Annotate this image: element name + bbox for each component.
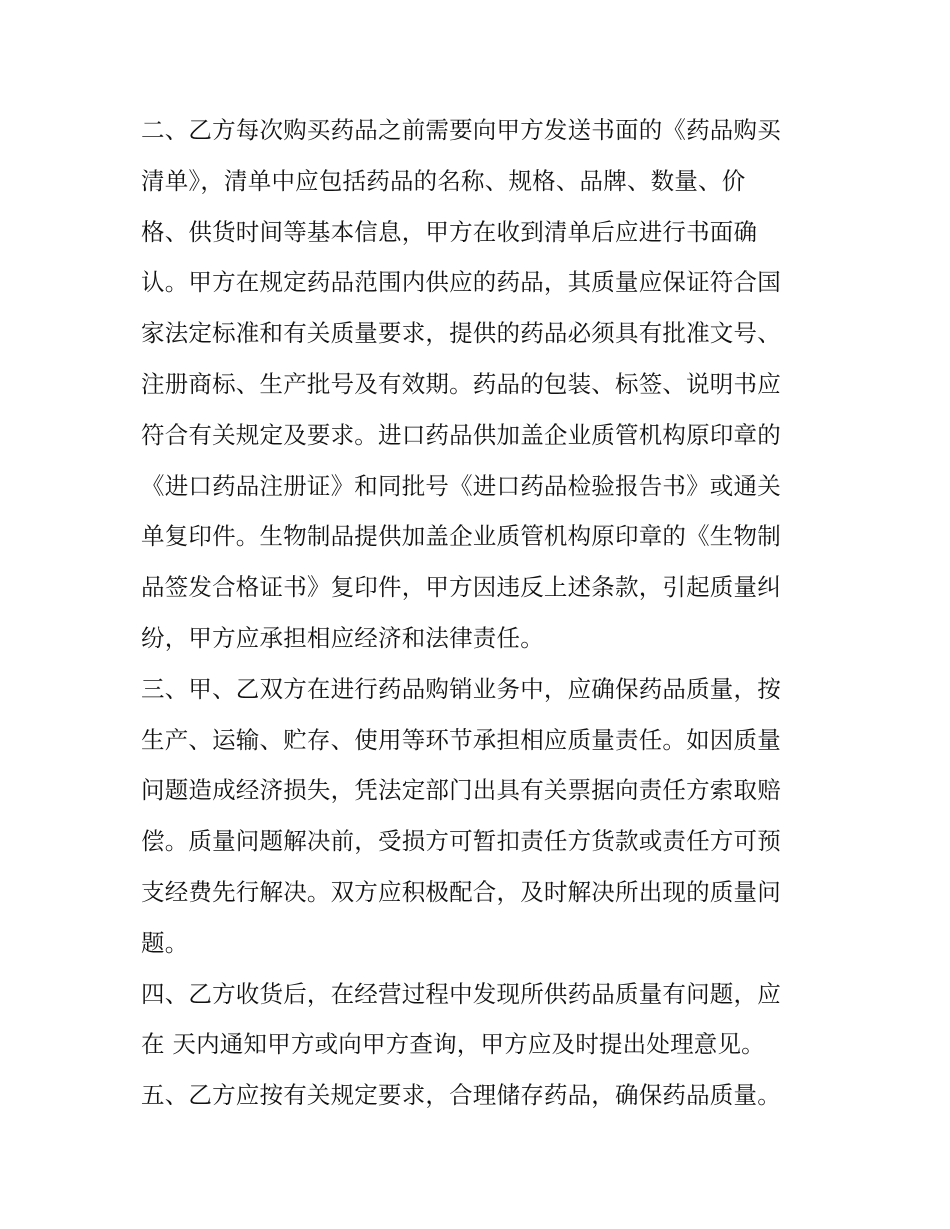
text-line: 五、乙方应按有关规定要求，合理储存药品，确保药品质量。 xyxy=(141,1081,781,1110)
text-line: 题。 xyxy=(141,928,189,957)
text-line: 品签发合格证书》复印件，甲方因违反上述条款，引起质量纠 xyxy=(141,573,781,602)
text-line: 家法定标准和有关质量要求，提供的药品必须具有批准文号、 xyxy=(141,319,781,348)
text-line: 三、甲、乙双方在进行药品购销业务中，应确保药品质量，按 xyxy=(141,674,781,703)
text-line: 清单》，清单中应包括药品的名称、规格、品牌、数量、价 xyxy=(141,166,746,195)
text-line: 纷，甲方应承担相应经济和法律责任。 xyxy=(141,623,544,652)
clause-2 xyxy=(141,105,821,664)
text-line: 二、乙方每次购买药品之前需要向甲方发送书面的《药品购买 xyxy=(141,116,781,144)
contract-body xyxy=(141,105,821,1121)
text-line: 在 天内通知甲方或向甲方查询，甲方应及时提出处理意见。 xyxy=(141,1030,765,1059)
text-line: 注册商标、生产批号及有效期。药品的包装、标签、说明书应 xyxy=(141,369,781,398)
clause-3 xyxy=(141,664,821,969)
text-line: 问题造成经济损失，凭法定部门出具有关票据向责任方索取赔 xyxy=(141,776,781,805)
text-line: 认。甲方在规定药品范围内供应的药品，其质量应保证符合国 xyxy=(141,268,781,297)
text-line: 四、乙方收货后，在经营过程中发现所供药品质量有问题，应 xyxy=(141,979,781,1008)
text-line: 生产、运输、贮存、使用等环节承担相应质量责任。如因质量 xyxy=(141,725,781,754)
text-line: 《进口药品注册证》和同批号《进口药品检验报告书》或通关 xyxy=(141,471,781,500)
text-line: 单复印件。生物制品提供加盖企业质管机构原印章的《生物制 xyxy=(141,522,781,551)
text-line: 格、供货时间等基本信息，甲方在收到清单后应进行书面确 xyxy=(141,217,758,246)
text-line: 支经费先行解决。双方应积极配合，及时解决所出现的质量问 xyxy=(141,877,781,906)
text-line: 偿。质量问题解决前，受损方可暂扣责任方货款或责任方可预 xyxy=(141,827,781,856)
clause-5 xyxy=(141,1070,821,1121)
clause-4 xyxy=(141,969,821,1071)
text-line: 符合有关规定及要求。进口药品供加盖企业质管机构原印章的 xyxy=(141,420,781,449)
